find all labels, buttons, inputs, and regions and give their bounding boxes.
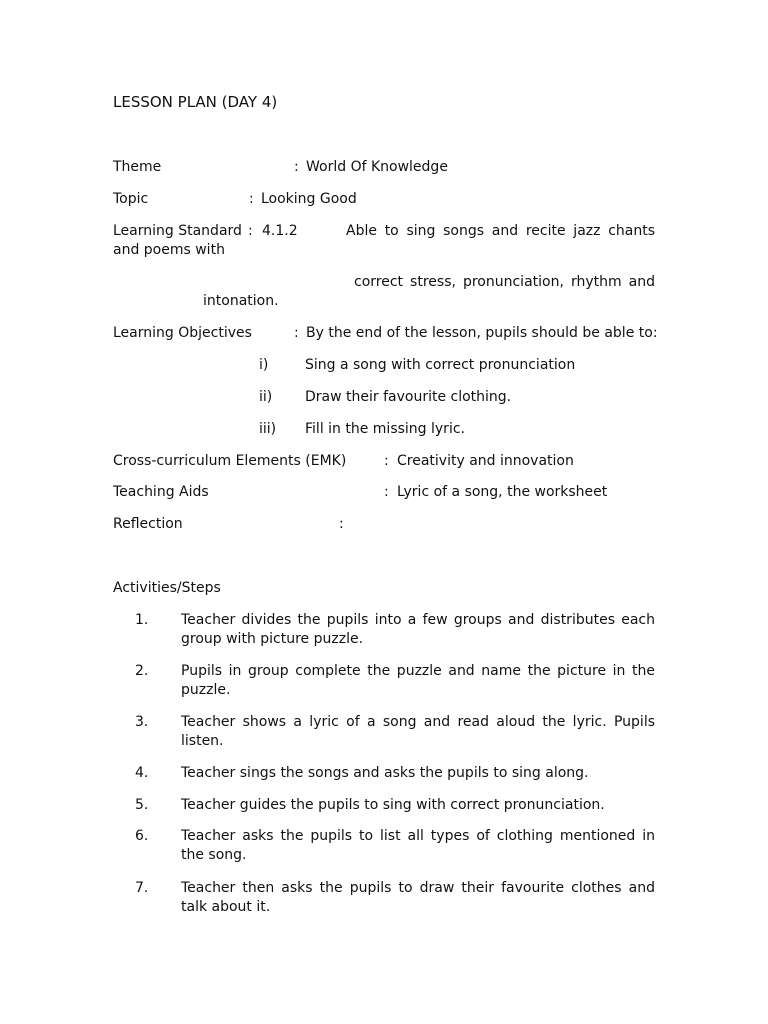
emk-sep: : — [384, 453, 389, 469]
learning-standard-line2: and poems with — [113, 242, 225, 258]
step-text: Teacher sings the songs and asks the pupils to sing along. — [181, 765, 589, 781]
learning-objectives-label: Learning Objectives — [113, 325, 252, 341]
emk-value: Creativity and innovation — [397, 453, 574, 469]
objective-text: Draw their favourite clothing. — [305, 389, 512, 405]
objective-text: Fill in the missing lyric. — [305, 421, 465, 437]
step-text: Teacher shows a lyric of a song and read aloud the lyric. Pupils listen. — [181, 714, 655, 749]
step-text: Teacher then asks the pupils to draw their favourite clothes and talk about it. — [181, 880, 655, 915]
learning-standard-line3: correct stress, pronunciation, rhythm and — [354, 274, 655, 290]
step-number: 5. — [135, 797, 149, 813]
step-text: Teacher asks the pupils to list all types of clothing mentioned in the song. — [181, 828, 655, 863]
objective-num: iii) — [259, 421, 277, 437]
step-number: 7. — [135, 880, 149, 896]
teaching-aids-value: Lyric of a song, the worksheet — [397, 484, 608, 500]
teaching-aids-label: Teaching Aids — [113, 484, 209, 500]
learning-standard-line1: Able to sing songs and recite jazz chants — [346, 223, 655, 239]
reflection-label: Reflection — [113, 516, 183, 532]
objective-num: i) — [259, 357, 269, 373]
learning-objectives-value: By the end of the lesson, pupils should be able to: — [306, 325, 658, 341]
step-text: Pupils in group complete the puzzle and name the picture in the puzzle. — [181, 663, 655, 698]
emk-label: Cross-curriculum Elements (EMK) — [113, 453, 347, 469]
objective-text: Sing a song with correct pronunciation — [305, 357, 576, 373]
learning-standard-sep: : — [248, 223, 253, 239]
step-text: Teacher guides the pupils to sing with correct pronunciation. — [181, 797, 605, 813]
step-number: 2. — [135, 663, 149, 679]
learning-standard-label: Learning Standard — [113, 223, 242, 239]
step-number: 1. — [135, 612, 149, 628]
topic-value: Looking Good — [261, 191, 357, 207]
step-number: 3. — [135, 714, 149, 730]
teaching-aids-sep: : — [384, 484, 389, 500]
learning-objectives-sep: : — [294, 325, 299, 341]
learning-standard-code: 4.1.2 — [262, 223, 298, 239]
page-title: LESSON PLAN (DAY 4) — [113, 93, 278, 111]
step-text: Teacher divides the pupils into a few groups and distributes each group with picture puzzle. — [181, 612, 655, 647]
step-number: 6. — [135, 828, 149, 844]
theme-value: World Of Knowledge — [306, 159, 448, 175]
topic-sep: : — [249, 191, 254, 207]
step-number: 4. — [135, 765, 149, 781]
reflection-sep: : — [339, 516, 344, 532]
topic-label: Topic — [113, 191, 149, 207]
theme-sep: : — [294, 159, 299, 175]
theme-label: Theme — [113, 159, 162, 175]
learning-standard-line4: intonation. — [203, 293, 279, 309]
activities-heading: Activities/Steps — [113, 580, 221, 596]
objective-num: ii) — [259, 389, 273, 405]
